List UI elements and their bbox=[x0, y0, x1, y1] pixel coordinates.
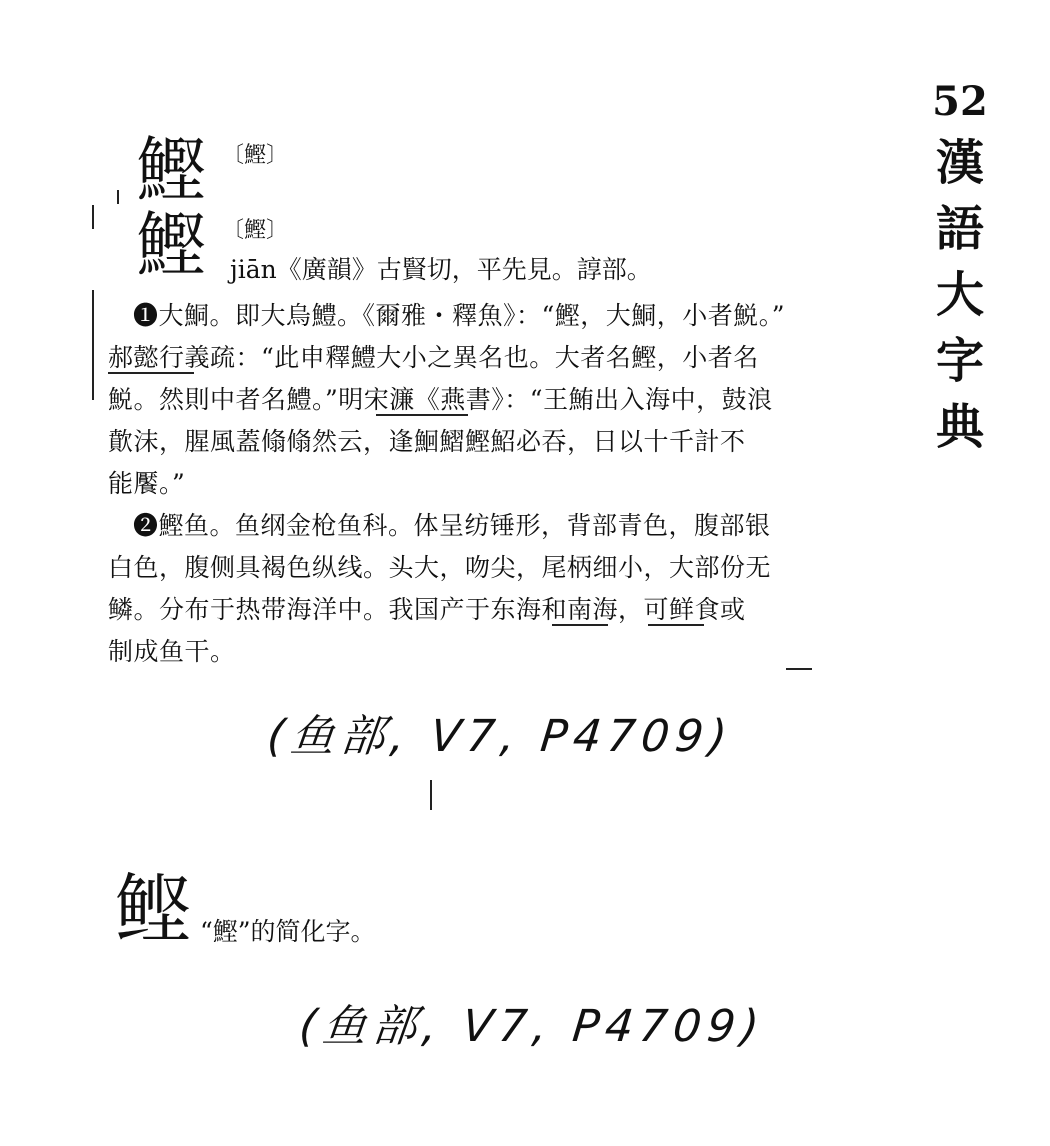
title-char: 字 bbox=[935, 333, 984, 389]
scan-mark bbox=[92, 290, 94, 400]
name-underline bbox=[552, 624, 608, 626]
title-char: 典 bbox=[935, 399, 984, 455]
simplified-headword: 鲣 bbox=[115, 865, 191, 954]
name-underline bbox=[648, 624, 704, 626]
definition-line: 白色，腹侧具褐色纵线。头大，吻尖，尾柄细小，大部份无 bbox=[108, 553, 772, 582]
definition-line: ❶大鮦。即大烏鱧。《爾雅・釋魚》：“鰹，大鮦，小者鮵。” bbox=[133, 301, 786, 330]
definition-line: 歕沫，腥風蓋翛翛然云，逢鮰鰼鰹鮉必吞，日以十千計不 bbox=[108, 427, 746, 456]
simplified-definition: “鰹”的简化字。 bbox=[200, 917, 376, 946]
handwritten-reference: (鱼部, V7, P4709) bbox=[296, 1001, 768, 1052]
headword-variant: 〔鰹〕 bbox=[222, 218, 289, 243]
handwritten-reference: (鱼部, V7, P4709) bbox=[264, 711, 736, 762]
definition-line: ❷鰹鱼。鱼纲金枪鱼科。体呈纺锤形，背部青色，腹部银 bbox=[133, 511, 771, 540]
scan-mark bbox=[92, 205, 94, 229]
definition-line: 能饜。” bbox=[108, 469, 186, 498]
name-underline bbox=[376, 414, 468, 416]
definition-line: 鳞。分布于热带海洋中。我国产于东海和南海，可鲜食或 bbox=[108, 595, 746, 624]
traditional-headword: 鰹 bbox=[136, 129, 206, 211]
dictionary-title bbox=[930, 130, 990, 460]
title-char: 大 bbox=[935, 267, 984, 323]
traditional-headword-variant: 鰹 bbox=[136, 204, 206, 286]
definition-line: 制成鱼干。 bbox=[108, 637, 236, 666]
title-char: 漢 bbox=[935, 135, 984, 191]
definition-line: 鮵。然則中者名鱧。”明宋濂《燕書》：“王鮪出入海中，鼓浪 bbox=[108, 385, 773, 414]
volume-number: 52 bbox=[932, 78, 988, 125]
pronunciation-line: jiān《廣韻》古賢切，平先見。諄部。 bbox=[230, 255, 652, 284]
title-char: 語 bbox=[935, 201, 984, 257]
headword-variant: 〔鰹〕 bbox=[222, 143, 289, 168]
definition-line: 郝懿行義疏：“此申釋鱧大小之異名也。大者名鰹，小者名 bbox=[108, 343, 759, 372]
scan-mark bbox=[430, 780, 432, 810]
scan-mark bbox=[117, 190, 119, 204]
name-underline bbox=[108, 372, 194, 374]
